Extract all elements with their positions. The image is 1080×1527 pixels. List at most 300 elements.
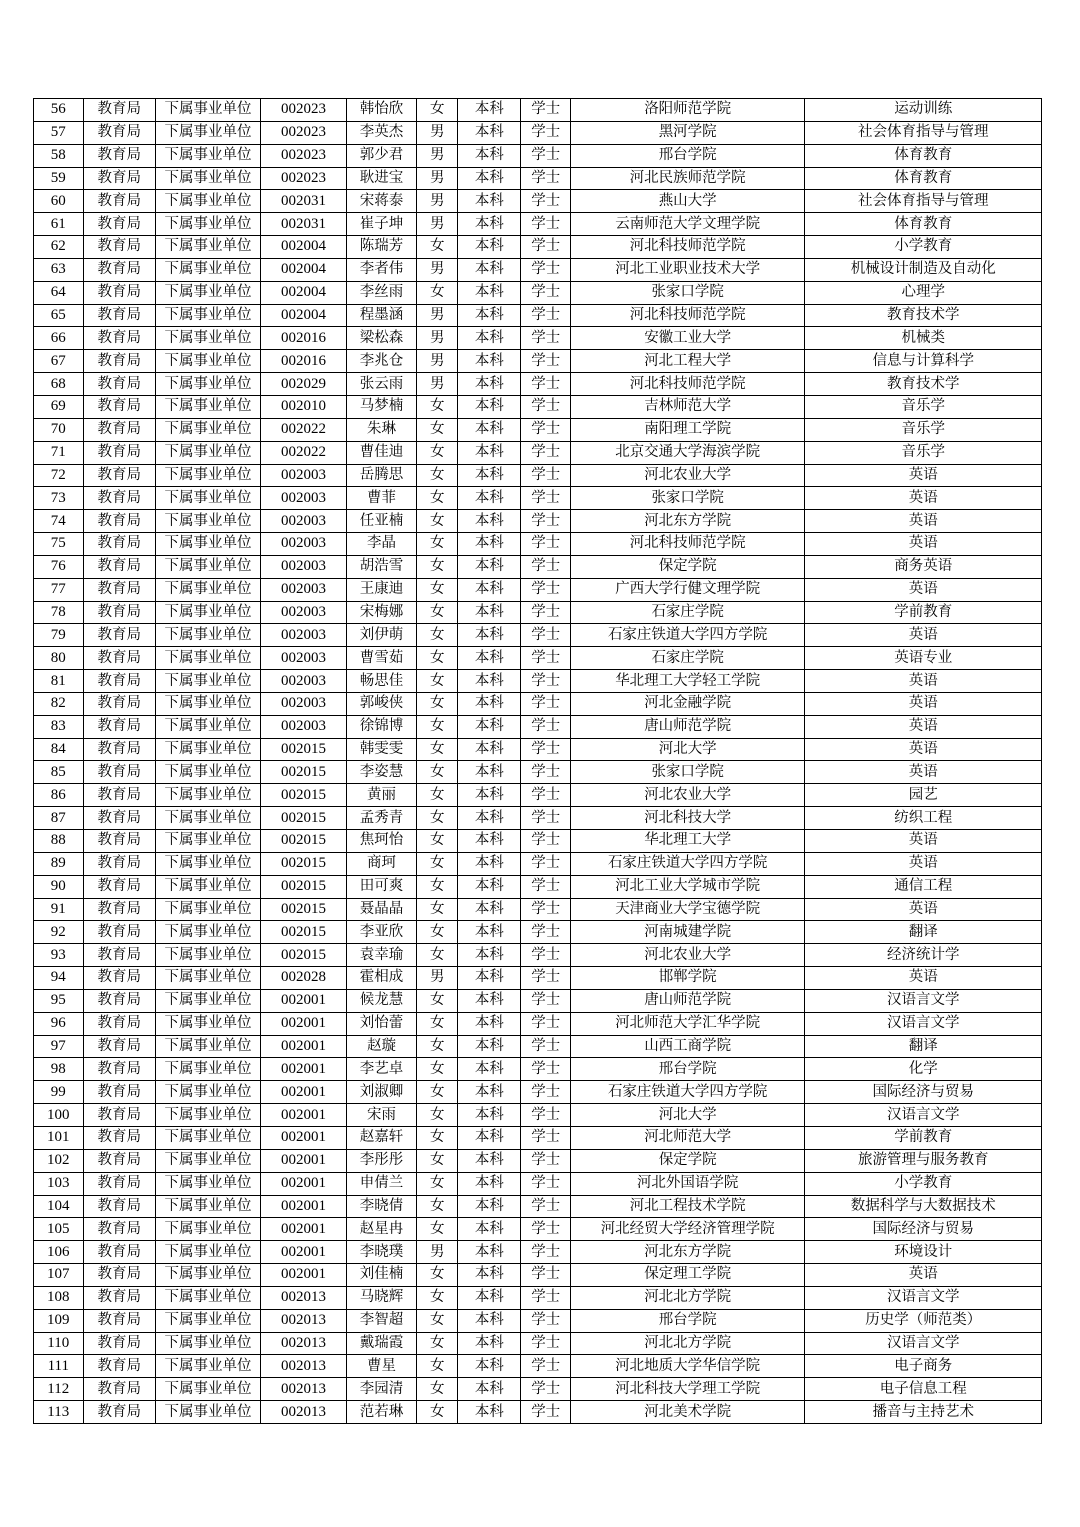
degree-cell: 学士 [521, 921, 571, 944]
degree-cell: 学士 [521, 967, 571, 990]
unit-type-cell: 下属事业单位 [155, 944, 260, 967]
school-cell: 河北东方学院 [570, 510, 804, 533]
name-cell: 耿进宝 [346, 167, 416, 190]
row-number: 73 [34, 487, 84, 510]
unit-type-cell: 下属事业单位 [155, 1264, 260, 1287]
table-row [34, 258, 1042, 281]
position-code-cell: 002003 [261, 624, 347, 647]
row-number: 60 [34, 190, 84, 213]
unit-type-cell: 下属事业单位 [155, 555, 260, 578]
name-cell: 刘佳楠 [346, 1264, 416, 1287]
degree-cell: 学士 [521, 1241, 571, 1264]
department-cell: 教育局 [83, 510, 155, 533]
gender-cell: 女 [417, 1195, 458, 1218]
unit-type-cell: 下属事业单位 [155, 1195, 260, 1218]
school-cell: 河北师范大学 [570, 1126, 804, 1149]
position-code-cell: 002003 [261, 647, 347, 670]
major-cell: 翻译 [805, 921, 1042, 944]
table-row [34, 464, 1042, 487]
major-cell: 教育技术学 [805, 373, 1042, 396]
department-cell: 教育局 [83, 898, 155, 921]
major-cell: 英语 [805, 898, 1042, 921]
name-cell: 韩怡欣 [346, 99, 416, 122]
department-cell: 教育局 [83, 670, 155, 693]
school-cell: 石家庄学院 [570, 647, 804, 670]
gender-cell: 男 [417, 967, 458, 990]
major-cell: 园艺 [805, 784, 1042, 807]
table-row [34, 761, 1042, 784]
gender-cell: 女 [417, 533, 458, 556]
name-cell: 赵星冉 [346, 1218, 416, 1241]
position-code-cell: 002015 [261, 738, 347, 761]
department-cell: 教育局 [83, 830, 155, 853]
table-row [34, 236, 1042, 259]
name-cell: 胡浩雪 [346, 555, 416, 578]
school-cell: 河北科技大学理工学院 [570, 1378, 804, 1401]
education-cell: 本科 [458, 1264, 521, 1287]
gender-cell: 男 [417, 373, 458, 396]
unit-type-cell: 下属事业单位 [155, 875, 260, 898]
school-cell: 河北农业大学 [570, 944, 804, 967]
department-cell: 教育局 [83, 784, 155, 807]
school-cell: 河北金融学院 [570, 692, 804, 715]
education-cell: 本科 [458, 1035, 521, 1058]
gender-cell: 女 [417, 1218, 458, 1241]
name-cell: 申倩兰 [346, 1172, 416, 1195]
unit-type-cell: 下属事业单位 [155, 1126, 260, 1149]
gender-cell: 女 [417, 395, 458, 418]
gender-cell: 女 [417, 761, 458, 784]
degree-cell: 学士 [521, 1355, 571, 1378]
table-row [34, 1035, 1042, 1058]
school-cell: 张家口学院 [570, 487, 804, 510]
unit-type-cell: 下属事业单位 [155, 213, 260, 236]
table-row [34, 1286, 1042, 1309]
table-row [34, 1012, 1042, 1035]
department-cell: 教育局 [83, 738, 155, 761]
row-number: 74 [34, 510, 84, 533]
school-cell: 河北科技师范学院 [570, 304, 804, 327]
school-cell: 云南师范大学文理学院 [570, 213, 804, 236]
degree-cell: 学士 [521, 144, 571, 167]
department-cell: 教育局 [83, 213, 155, 236]
position-code-cell: 002001 [261, 1058, 347, 1081]
department-cell: 教育局 [83, 875, 155, 898]
major-cell: 化学 [805, 1058, 1042, 1081]
degree-cell: 学士 [521, 327, 571, 350]
gender-cell: 女 [417, 1286, 458, 1309]
gender-cell: 女 [417, 578, 458, 601]
degree-cell: 学士 [521, 830, 571, 853]
row-number: 92 [34, 921, 84, 944]
education-cell: 本科 [458, 807, 521, 830]
school-cell: 广西大学行健文理学院 [570, 578, 804, 601]
table-row [34, 1195, 1042, 1218]
table-row [34, 1126, 1042, 1149]
position-code-cell: 002004 [261, 281, 347, 304]
position-code-cell: 002015 [261, 761, 347, 784]
unit-type-cell: 下属事业单位 [155, 692, 260, 715]
degree-cell: 学士 [521, 944, 571, 967]
position-code-cell: 002029 [261, 373, 347, 396]
degree-cell: 学士 [521, 213, 571, 236]
department-cell: 教育局 [83, 967, 155, 990]
major-cell: 体育教育 [805, 213, 1042, 236]
row-number: 106 [34, 1241, 84, 1264]
education-cell: 本科 [458, 1126, 521, 1149]
degree-cell: 学士 [521, 1058, 571, 1081]
school-cell: 河北地质大学华信学院 [570, 1355, 804, 1378]
department-cell: 教育局 [83, 807, 155, 830]
row-number: 97 [34, 1035, 84, 1058]
major-cell: 环境设计 [805, 1241, 1042, 1264]
row-number: 80 [34, 647, 84, 670]
name-cell: 李姿慧 [346, 761, 416, 784]
major-cell: 英语 [805, 624, 1042, 647]
department-cell: 教育局 [83, 1035, 155, 1058]
department-cell: 教育局 [83, 327, 155, 350]
major-cell: 历史学（师范类） [805, 1309, 1042, 1332]
name-cell: 李丝雨 [346, 281, 416, 304]
major-cell: 旅游管理与服务教育 [805, 1149, 1042, 1172]
department-cell: 教育局 [83, 1218, 155, 1241]
department-cell: 教育局 [83, 1309, 155, 1332]
major-cell: 国际经济与贸易 [805, 1081, 1042, 1104]
row-number: 109 [34, 1309, 84, 1332]
row-number: 91 [34, 898, 84, 921]
row-number: 67 [34, 350, 84, 373]
degree-cell: 学士 [521, 533, 571, 556]
major-cell: 英语 [805, 830, 1042, 853]
major-cell: 电子信息工程 [805, 1378, 1042, 1401]
degree-cell: 学士 [521, 1012, 571, 1035]
row-number: 108 [34, 1286, 84, 1309]
name-cell: 袁幸瑜 [346, 944, 416, 967]
gender-cell: 女 [417, 1035, 458, 1058]
education-cell: 本科 [458, 1378, 521, 1401]
education-cell: 本科 [458, 144, 521, 167]
position-code-cell: 002004 [261, 304, 347, 327]
unit-type-cell: 下属事业单位 [155, 1378, 260, 1401]
major-cell: 汉语言文学 [805, 1012, 1042, 1035]
unit-type-cell: 下属事业单位 [155, 144, 260, 167]
gender-cell: 女 [417, 1378, 458, 1401]
table-row [34, 944, 1042, 967]
position-code-cell: 002023 [261, 167, 347, 190]
education-cell: 本科 [458, 190, 521, 213]
gender-cell: 男 [417, 190, 458, 213]
unit-type-cell: 下属事业单位 [155, 327, 260, 350]
table-row [34, 190, 1042, 213]
row-number: 68 [34, 373, 84, 396]
row-number: 69 [34, 395, 84, 418]
table-row [34, 327, 1042, 350]
department-cell: 教育局 [83, 441, 155, 464]
name-cell: 陈瑞芳 [346, 236, 416, 259]
school-cell: 唐山师范学院 [570, 715, 804, 738]
unit-type-cell: 下属事业单位 [155, 464, 260, 487]
gender-cell: 女 [417, 1012, 458, 1035]
degree-cell: 学士 [521, 1218, 571, 1241]
department-cell: 教育局 [83, 692, 155, 715]
position-code-cell: 002003 [261, 692, 347, 715]
position-code-cell: 002015 [261, 807, 347, 830]
position-code-cell: 002004 [261, 236, 347, 259]
department-cell: 教育局 [83, 167, 155, 190]
table-row [34, 144, 1042, 167]
name-cell: 朱琳 [346, 418, 416, 441]
position-code-cell: 002023 [261, 121, 347, 144]
school-cell: 河北农业大学 [570, 784, 804, 807]
gender-cell: 女 [417, 1309, 458, 1332]
school-cell: 洛阳师范学院 [570, 99, 804, 122]
roster-body [34, 99, 1042, 1424]
department-cell: 教育局 [83, 1012, 155, 1035]
row-number: 104 [34, 1195, 84, 1218]
degree-cell: 学士 [521, 121, 571, 144]
degree-cell: 学士 [521, 236, 571, 259]
degree-cell: 学士 [521, 1264, 571, 1287]
name-cell: 范若琳 [346, 1401, 416, 1424]
major-cell: 学前教育 [805, 601, 1042, 624]
gender-cell: 女 [417, 281, 458, 304]
major-cell: 体育教育 [805, 167, 1042, 190]
position-code-cell: 002003 [261, 715, 347, 738]
position-code-cell: 002001 [261, 1104, 347, 1127]
row-number: 61 [34, 213, 84, 236]
row-number: 71 [34, 441, 84, 464]
school-cell: 石家庄铁道大学四方学院 [570, 624, 804, 647]
table-row [34, 395, 1042, 418]
row-number: 96 [34, 1012, 84, 1035]
name-cell: 商珂 [346, 852, 416, 875]
position-code-cell: 002003 [261, 464, 347, 487]
unit-type-cell: 下属事业单位 [155, 784, 260, 807]
school-cell: 河北科技师范学院 [570, 373, 804, 396]
department-cell: 教育局 [83, 1195, 155, 1218]
table-row [34, 441, 1042, 464]
school-cell: 河北工程大学 [570, 350, 804, 373]
gender-cell: 男 [417, 167, 458, 190]
department-cell: 教育局 [83, 1081, 155, 1104]
degree-cell: 学士 [521, 1104, 571, 1127]
degree-cell: 学士 [521, 601, 571, 624]
table-row [34, 373, 1042, 396]
gender-cell: 女 [417, 1264, 458, 1287]
school-cell: 华北理工大学 [570, 830, 804, 853]
row-number: 85 [34, 761, 84, 784]
table-row [34, 715, 1042, 738]
school-cell: 保定学院 [570, 555, 804, 578]
unit-type-cell: 下属事业单位 [155, 601, 260, 624]
position-code-cell: 002001 [261, 1241, 347, 1264]
table-row [34, 807, 1042, 830]
name-cell: 马晓辉 [346, 1286, 416, 1309]
table-row [34, 1264, 1042, 1287]
department-cell: 教育局 [83, 852, 155, 875]
position-code-cell: 002001 [261, 1195, 347, 1218]
major-cell: 英语 [805, 487, 1042, 510]
major-cell: 英语 [805, 670, 1042, 693]
unit-type-cell: 下属事业单位 [155, 121, 260, 144]
major-cell: 运动训练 [805, 99, 1042, 122]
degree-cell: 学士 [521, 1401, 571, 1424]
gender-cell: 女 [417, 1081, 458, 1104]
degree-cell: 学士 [521, 578, 571, 601]
name-cell: 李彤彤 [346, 1149, 416, 1172]
row-number: 101 [34, 1126, 84, 1149]
name-cell: 李艺卓 [346, 1058, 416, 1081]
table-row [34, 99, 1042, 122]
education-cell: 本科 [458, 555, 521, 578]
school-cell: 河北大学 [570, 1104, 804, 1127]
gender-cell: 女 [417, 1058, 458, 1081]
name-cell: 李晓璞 [346, 1241, 416, 1264]
unit-type-cell: 下属事业单位 [155, 1355, 260, 1378]
degree-cell: 学士 [521, 738, 571, 761]
department-cell: 教育局 [83, 761, 155, 784]
gender-cell: 女 [417, 1149, 458, 1172]
department-cell: 教育局 [83, 281, 155, 304]
department-cell: 教育局 [83, 418, 155, 441]
school-cell: 安徽工业大学 [570, 327, 804, 350]
major-cell: 音乐学 [805, 441, 1042, 464]
degree-cell: 学士 [521, 1149, 571, 1172]
education-cell: 本科 [458, 944, 521, 967]
unit-type-cell: 下属事业单位 [155, 190, 260, 213]
row-number: 72 [34, 464, 84, 487]
school-cell: 河北东方学院 [570, 1241, 804, 1264]
department-cell: 教育局 [83, 715, 155, 738]
education-cell: 本科 [458, 395, 521, 418]
position-code-cell: 002023 [261, 144, 347, 167]
position-code-cell: 002015 [261, 944, 347, 967]
row-number: 82 [34, 692, 84, 715]
major-cell: 英语 [805, 715, 1042, 738]
unit-type-cell: 下属事业单位 [155, 852, 260, 875]
degree-cell: 学士 [521, 1081, 571, 1104]
unit-type-cell: 下属事业单位 [155, 1012, 260, 1035]
education-cell: 本科 [458, 533, 521, 556]
degree-cell: 学士 [521, 304, 571, 327]
name-cell: 李英杰 [346, 121, 416, 144]
degree-cell: 学士 [521, 350, 571, 373]
major-cell: 纺织工程 [805, 807, 1042, 830]
degree-cell: 学士 [521, 418, 571, 441]
gender-cell: 女 [417, 99, 458, 122]
gender-cell: 女 [417, 715, 458, 738]
major-cell: 英语专业 [805, 647, 1042, 670]
gender-cell: 女 [417, 830, 458, 853]
position-code-cell: 002016 [261, 350, 347, 373]
education-cell: 本科 [458, 487, 521, 510]
table-row [34, 1401, 1042, 1424]
education-cell: 本科 [458, 1081, 521, 1104]
row-number: 65 [34, 304, 84, 327]
degree-cell: 学士 [521, 1172, 571, 1195]
education-cell: 本科 [458, 304, 521, 327]
unit-type-cell: 下属事业单位 [155, 761, 260, 784]
row-number: 94 [34, 967, 84, 990]
gender-cell: 女 [417, 464, 458, 487]
school-cell: 黑河学院 [570, 121, 804, 144]
unit-type-cell: 下属事业单位 [155, 1241, 260, 1264]
department-cell: 教育局 [83, 1172, 155, 1195]
major-cell: 英语 [805, 510, 1042, 533]
name-cell: 李晓倩 [346, 1195, 416, 1218]
school-cell: 北京交通大学海滨学院 [570, 441, 804, 464]
education-cell: 本科 [458, 350, 521, 373]
degree-cell: 学士 [521, 190, 571, 213]
school-cell: 河北师范大学汇华学院 [570, 1012, 804, 1035]
row-number: 87 [34, 807, 84, 830]
school-cell: 河北大学 [570, 738, 804, 761]
major-cell: 数据科学与大数据技术 [805, 1195, 1042, 1218]
name-cell: 曹佳迪 [346, 441, 416, 464]
major-cell: 播音与主持艺术 [805, 1401, 1042, 1424]
row-number: 88 [34, 830, 84, 853]
education-cell: 本科 [458, 99, 521, 122]
row-number: 58 [34, 144, 84, 167]
degree-cell: 学士 [521, 99, 571, 122]
name-cell: 霍相成 [346, 967, 416, 990]
major-cell: 英语 [805, 533, 1042, 556]
gender-cell: 女 [417, 1172, 458, 1195]
department-cell: 教育局 [83, 395, 155, 418]
education-cell: 本科 [458, 898, 521, 921]
name-cell: 黄丽 [346, 784, 416, 807]
name-cell: 李园清 [346, 1378, 416, 1401]
position-code-cell: 002001 [261, 1081, 347, 1104]
school-cell: 石家庄铁道大学四方学院 [570, 1081, 804, 1104]
degree-cell: 学士 [521, 167, 571, 190]
unit-type-cell: 下属事业单位 [155, 1081, 260, 1104]
table-row [34, 121, 1042, 144]
major-cell: 通信工程 [805, 875, 1042, 898]
row-number: 93 [34, 944, 84, 967]
degree-cell: 学士 [521, 258, 571, 281]
name-cell: 曹雪茹 [346, 647, 416, 670]
unit-type-cell: 下属事业单位 [155, 236, 260, 259]
name-cell: 郭少君 [346, 144, 416, 167]
school-cell: 邢台学院 [570, 144, 804, 167]
degree-cell: 学士 [521, 875, 571, 898]
table-row [34, 350, 1042, 373]
position-code-cell: 002001 [261, 1012, 347, 1035]
table-row [34, 281, 1042, 304]
education-cell: 本科 [458, 738, 521, 761]
unit-type-cell: 下属事业单位 [155, 99, 260, 122]
table-row [34, 1149, 1042, 1172]
degree-cell: 学士 [521, 807, 571, 830]
table-row [34, 875, 1042, 898]
department-cell: 教育局 [83, 1286, 155, 1309]
school-cell: 河北农业大学 [570, 464, 804, 487]
name-cell: 孟秀青 [346, 807, 416, 830]
school-cell: 河南城建学院 [570, 921, 804, 944]
position-code-cell: 002031 [261, 213, 347, 236]
table-row [34, 213, 1042, 236]
position-code-cell: 002015 [261, 921, 347, 944]
degree-cell: 学士 [521, 1195, 571, 1218]
school-cell: 邢台学院 [570, 1309, 804, 1332]
degree-cell: 学士 [521, 395, 571, 418]
row-number: 83 [34, 715, 84, 738]
table-row [34, 487, 1042, 510]
school-cell: 河北北方学院 [570, 1332, 804, 1355]
education-cell: 本科 [458, 1355, 521, 1378]
major-cell: 汉语言文学 [805, 1104, 1042, 1127]
